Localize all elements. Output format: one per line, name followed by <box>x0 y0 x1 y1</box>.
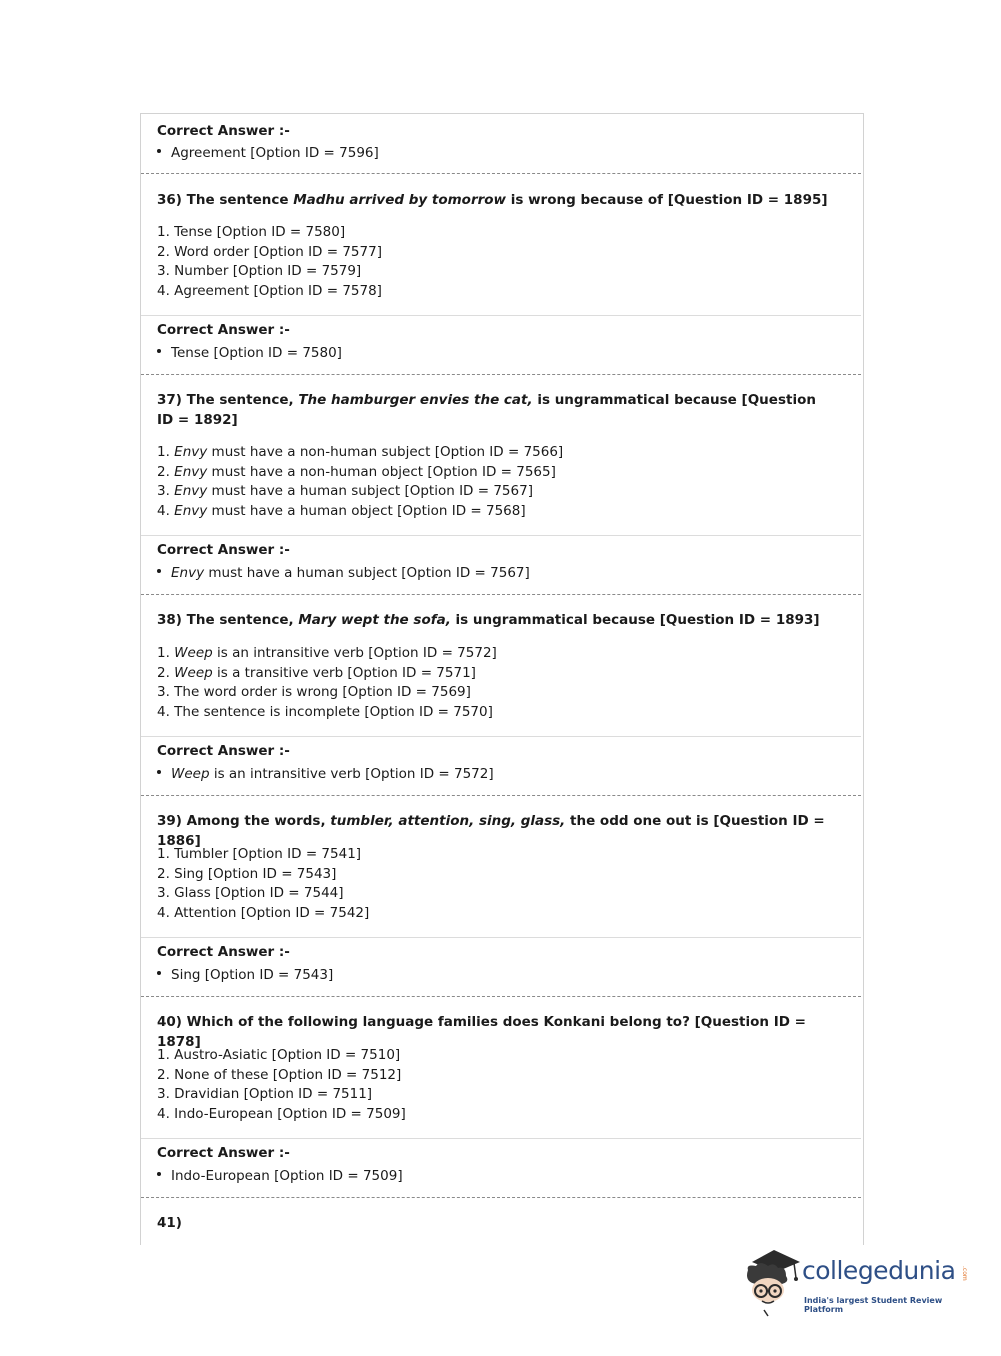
option-item[interactable]: 4. Envy must have a human object [Option ID = 7568] <box>157 502 526 519</box>
q40-correct-answer-block <box>141 1139 861 1198</box>
option-item[interactable]: 1. Tumbler [Option ID = 7541] <box>157 846 362 862</box>
question-41 <box>141 1198 861 1244</box>
question-text: 40) Which of the following language families does Konkani belong to? [Question ID = 1878] <box>157 1014 806 1050</box>
question-text: 38) The sentence, Mary wept the sofa, is ungrammatical because [Question ID = 1893] <box>157 612 820 628</box>
logo-tagline: India's largest Student Review Platform <box>804 1296 943 1314</box>
q37-correct-answer-block <box>141 536 861 595</box>
option-item[interactable]: 2. Word order [Option ID = 7577] <box>157 243 382 260</box>
correct-answer-title: Correct Answer :- <box>157 944 290 960</box>
correct-answer-title: Correct Answer :- <box>157 123 290 139</box>
bullet-icon <box>157 770 161 774</box>
question-40 <box>141 997 861 1139</box>
bullet-icon <box>157 1172 161 1176</box>
option-item[interactable]: 1. Weep is an intransitive verb [Option ID = 7572] <box>157 645 497 661</box>
correct-answer-item: Sing [Option ID = 7543] <box>157 967 333 983</box>
option-item[interactable]: 1. Envy must have a non-human subject [Option ID = 7566] <box>157 444 564 460</box>
option-item[interactable]: 3. Dravidian [Option ID = 7511] <box>157 1086 373 1103</box>
logo-wordmark: collegedunia <box>802 1256 956 1285</box>
option-item[interactable]: 4. The sentence is incomplete [Option ID = 7570] <box>157 703 493 720</box>
correct-answer-item: Weep is an intransitive verb [Option ID = 7572] <box>157 766 494 782</box>
option-list <box>157 845 369 923</box>
correct-answer-title: Correct Answer :- <box>157 743 290 759</box>
question-text: 37) The sentence, The hamburger envies the cat, is ungrammatical because [Question ID = 1892] <box>157 392 816 428</box>
bullet-icon <box>157 149 161 153</box>
question-text: 41) <box>157 1215 182 1231</box>
correct-answer-item: Agreement [Option ID = 7596] <box>157 145 379 161</box>
option-item[interactable]: 3. The word order is wrong [Option ID = 7569] <box>157 684 471 701</box>
mascot-icon <box>742 1248 804 1318</box>
option-item[interactable]: 2. Sing [Option ID = 7543] <box>157 865 337 882</box>
option-item[interactable]: 1. Tense [Option ID = 7580] <box>157 224 346 240</box>
option-item[interactable]: 2. None of these [Option ID = 7512] <box>157 1066 402 1083</box>
question-37 <box>141 375 861 536</box>
collegedunia-logo[interactable] <box>742 1248 972 1318</box>
correct-answer-item: Indo-European [Option ID = 7509] <box>157 1168 403 1184</box>
question-text: 39) Among the words, tumbler, attention, sing, glass, the odd one out is [Question ID = 1886] <box>157 813 825 849</box>
question-38 <box>141 595 861 737</box>
correct-answer-item: Envy must have a human subject [Option ID = 7567] <box>157 565 530 581</box>
option-item[interactable]: 3. Number [Option ID = 7579] <box>157 263 362 280</box>
question-36 <box>141 174 861 316</box>
question-39 <box>141 796 861 938</box>
option-list <box>157 1046 406 1124</box>
option-item[interactable]: 3. Glass [Option ID = 7544] <box>157 885 344 902</box>
correct-answer-item: Tense [Option ID = 7580] <box>157 345 342 361</box>
q36-correct-answer-block <box>141 316 861 375</box>
option-item[interactable]: 4. Indo-European [Option ID = 7509] <box>157 1105 406 1122</box>
option-list <box>157 443 563 521</box>
correct-answer-title: Correct Answer :- <box>157 542 290 558</box>
correct-answer-title: Correct Answer :- <box>157 322 290 338</box>
logo-domain-suffix: .com <box>961 1266 968 1281</box>
option-item[interactable]: 3. Envy must have a human subject [Option ID = 7567] <box>157 483 533 500</box>
option-item[interactable]: 2. Envy must have a non-human object [Option ID = 7565] <box>157 463 556 480</box>
bullet-icon <box>157 971 161 975</box>
q39-correct-answer-block <box>141 938 861 997</box>
option-item[interactable]: 4. Attention [Option ID = 7542] <box>157 904 370 921</box>
bullet-icon <box>157 569 161 573</box>
bullet-icon <box>157 349 161 353</box>
prev-correct-answer-block <box>141 114 861 174</box>
question-text: 36) The sentence Madhu arrived by tomorrow is wrong because of [Question ID = 1895] <box>157 192 828 208</box>
option-item[interactable]: 1. Austro-Asiatic [Option ID = 7510] <box>157 1047 401 1063</box>
option-item[interactable]: 2. Weep is a transitive verb [Option ID = 7571] <box>157 664 476 681</box>
option-list <box>157 223 382 301</box>
correct-answer-title: Correct Answer :- <box>157 1145 290 1161</box>
option-list <box>157 644 497 722</box>
q38-correct-answer-block <box>141 737 861 796</box>
option-item[interactable]: 4. Agreement [Option ID = 7578] <box>157 282 382 299</box>
